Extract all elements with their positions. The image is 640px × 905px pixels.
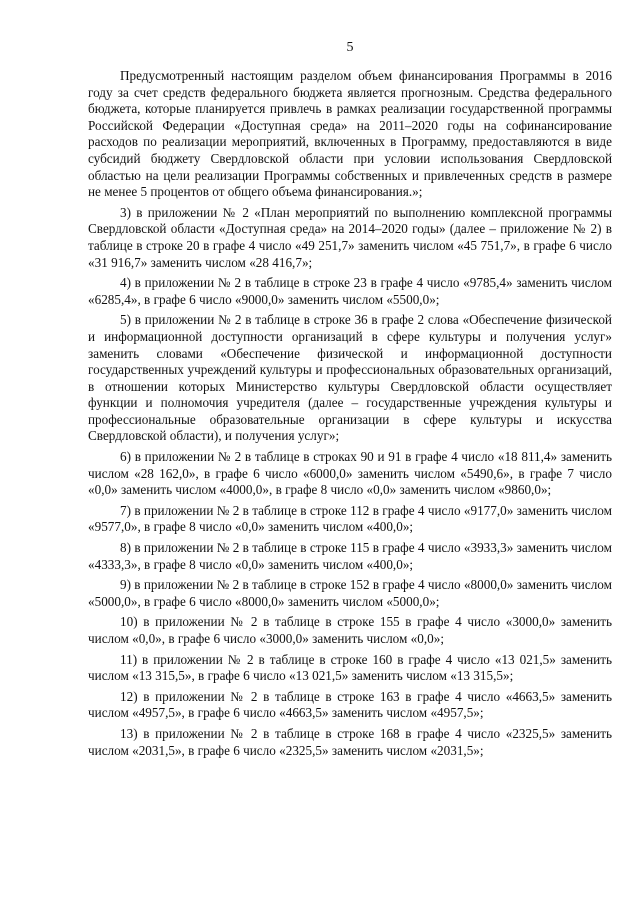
paragraph-item-11: 11) в приложении № 2 в таблице в строке 160 в графе 4 число «13 021,5» заменить числом «13 315,5», в графе 6 число «13 021,5» заменить числом «13 315,5»; [88, 651, 612, 684]
page-number: 5 [346, 40, 354, 55]
paragraph-item-13: 13) в приложении № 2 в таблице в строке 168 в графе 4 число «2325,5» заменить числом «2031,5», в графе 6 число «2325,5» заменить числом «2031,5»; [88, 725, 612, 758]
paragraph-item-6: 6) в приложении № 2 в таблице в строках 90 и 91 в графе 4 число «18 811,4» заменить числом «28 162,0», в графе 6 число «6000,0» заменить числом «5490,6», в графе 7 число «0,0» заменить числом «4000,0», в графе 8 число «0,0» заменить числом «9860,0»; [88, 449, 612, 498]
paragraph-item-7: 7) в приложении № 2 в таблице в строке 112 в графе 4 число «9177,0» заменить числом «9577,0», в графе 8 число «0,0» заменить числом «400,0»; [88, 502, 612, 535]
document-body [88, 68, 612, 759]
paragraph-item-9: 9) в приложении № 2 в таблице в строке 152 в графе 4 число «8000,0» заменить числом «5000,0», в графе 6 число «8000,0» заменить числом «5000,0»; [88, 577, 612, 609]
paragraph-item-12: 12) в приложении № 2 в таблице в строке 163 в графе 4 число «4663,5» заменить числом «4957,5», в графе 6 число «4663,5» заменить числом «4957,5»; [88, 688, 612, 721]
paragraph-financing-note: Предусмотренный настоящим разделом объем финансирования Программы в 2016 году за счет средств федерального бюджета является прогнозным. Средства федерального бюджета, которые планируется привлечь в рамках реализации государственной программы Российской Федерации «Доступная среда» на 2011–2020 годы на софинансирование расходов по реализации мероприятий, включенных в Программу, предоставляются в виде субсидий бюджету Свердловской области при условии использования Свердловской областью на цели реализации Программы собственных и привлеченных средств в размере не менее 5 процентов от общего объема финансирования.»; [88, 68, 612, 200]
paragraph-item-3: 3) в приложении № 2 «План мероприятий по выполнению комплексной программы Свердловской области «Доступная среда» на 2014–2020 годы» (далее – приложение № 2) в таблице в строке 20 в графе 4 число «49 251,7» заменить числом «45 751,7», в графе 6 число «31 916,7» заменить числом «28 416,7»; [88, 204, 612, 270]
paragraph-item-4: 4) в приложении № 2 в таблице в строке 23 в графе 4 число «9785,4» заменить числом «6285,4», в графе 6 число «9000,0» заменить числом «5500,0»; [88, 275, 612, 307]
paragraph-item-8: 8) в приложении № 2 в таблице в строке 115 в графе 4 число «3933,3» заменить числом «4333,3», в графе 8 число «0,0» заменить числом «400,0»; [88, 540, 612, 572]
paragraph-item-10: 10) в приложении № 2 в таблице в строке 155 в графе 4 число «3000,0» заменить числом «0,0», в графе 6 число «3000,0» заменить числом «0,0»; [88, 614, 612, 646]
paragraph-item-5: 5) в приложении № 2 в таблице в строке 36 в графе 2 слова «Обеспечение физической и информационной доступности организаций в сфере культуры и получения услуг» заменить словами «Обеспечение физической и информационной доступности государственных учреждений культуры и профессиональных образовательных организаций, в отношении которых Министерство культуры Свердловской области осуществляет функции и полномочия учредителя (далее – государственные учреждения культуры и профессиональные образовательные организации в сфере культуры и искусства Свердловской области), и получения услуг»; [88, 312, 612, 444]
